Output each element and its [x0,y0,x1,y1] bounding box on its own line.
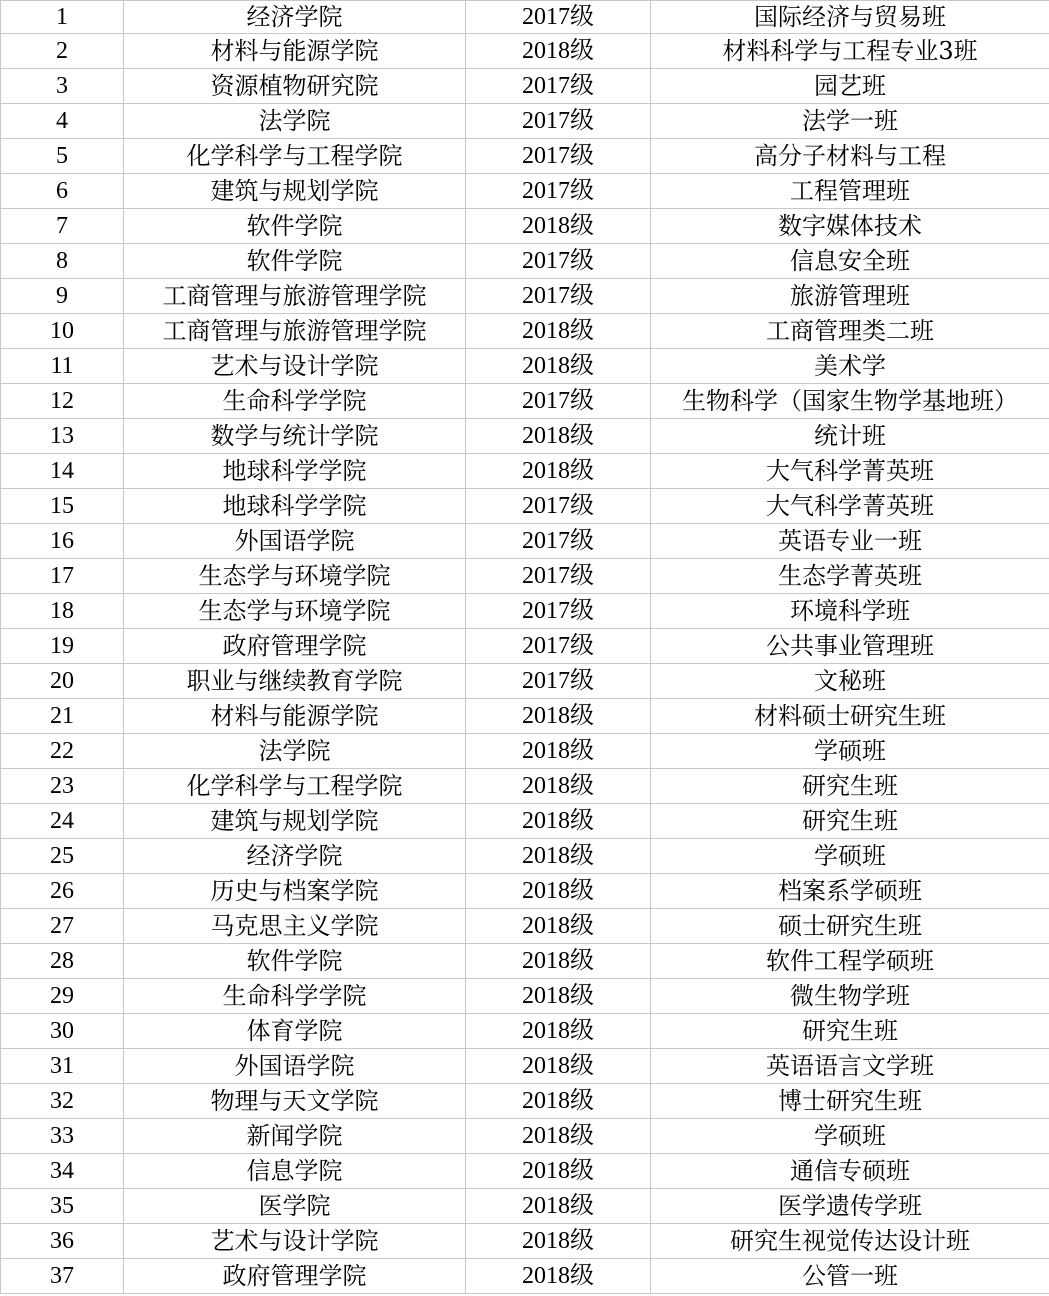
row-number-cell: 36 [1,1224,124,1259]
class-name-cell: 通信专硕班 [651,1154,1049,1189]
college-cell: 生命科学学院 [124,979,466,1014]
row-number-cell: 30 [1,1014,124,1049]
row-number-cell: 16 [1,524,124,559]
row-number-cell: 23 [1,769,124,804]
college-cell: 建筑与规划学院 [124,804,466,839]
table-row [1,1259,1049,1294]
row-number-cell: 29 [1,979,124,1014]
class-name-cell: 环境科学班 [651,594,1049,629]
college-cell: 生态学与环境学院 [124,594,466,629]
class-name-cell: 档案系学硕班 [651,874,1049,909]
table-row [1,979,1049,1014]
grade-cell: 2017级 [466,104,651,139]
row-number-cell: 2 [1,34,124,69]
table-row [1,909,1049,944]
class-name-cell: 英语语言文学班 [651,1049,1049,1084]
class-name-cell: 美术学 [651,349,1049,384]
grade-cell: 2017级 [466,244,651,279]
grade-cell: 2017级 [466,559,651,594]
row-number-cell: 7 [1,209,124,244]
row-number-cell: 8 [1,244,124,279]
row-number-cell: 15 [1,489,124,524]
college-cell: 生态学与环境学院 [124,559,466,594]
row-number-cell: 26 [1,874,124,909]
table-row [1,699,1049,734]
row-number-cell: 35 [1,1189,124,1224]
college-cell: 软件学院 [124,944,466,979]
row-number-cell: 28 [1,944,124,979]
college-cell: 历史与档案学院 [124,874,466,909]
class-name-cell: 工程管理班 [651,174,1049,209]
class-name-cell: 学硕班 [651,839,1049,874]
college-cell: 工商管理与旅游管理学院 [124,279,466,314]
grade-cell: 2018级 [466,349,651,384]
grade-cell: 2017级 [466,664,651,699]
table-row [1,874,1049,909]
table-body [1,1,1049,1294]
class-name-cell: 大气科学菁英班 [651,489,1049,524]
grade-cell: 2018级 [466,454,651,489]
row-number-cell: 4 [1,104,124,139]
college-cell: 数学与统计学院 [124,419,466,454]
table-row [1,454,1049,489]
row-number-cell: 20 [1,664,124,699]
grade-cell: 2017级 [466,489,651,524]
table-row [1,419,1049,454]
class-name-cell: 英语专业一班 [651,524,1049,559]
table-row [1,664,1049,699]
row-number-cell: 3 [1,69,124,104]
class-name-cell: 生态学菁英班 [651,559,1049,594]
college-cell: 工商管理与旅游管理学院 [124,314,466,349]
table-row [1,314,1049,349]
college-cell: 艺术与设计学院 [124,349,466,384]
grade-cell: 2018级 [466,1014,651,1049]
college-cell: 法学院 [124,734,466,769]
class-name-cell: 信息安全班 [651,244,1049,279]
college-cell: 艺术与设计学院 [124,1224,466,1259]
class-name-cell: 学硕班 [651,1119,1049,1154]
row-number-cell: 21 [1,699,124,734]
college-cell: 化学科学与工程学院 [124,769,466,804]
row-number-cell: 13 [1,419,124,454]
class-name-cell: 研究生班 [651,769,1049,804]
grade-cell: 2018级 [466,944,651,979]
row-number-cell: 6 [1,174,124,209]
table-row [1,209,1049,244]
class-name-cell: 统计班 [651,419,1049,454]
row-number-cell: 33 [1,1119,124,1154]
row-number-cell: 27 [1,909,124,944]
grade-cell: 2017级 [466,594,651,629]
grade-cell: 2018级 [466,1224,651,1259]
class-name-cell: 生物科学（国家生物学基地班） [651,384,1049,419]
table-row [1,559,1049,594]
table-row [1,944,1049,979]
grade-cell: 2018级 [466,769,651,804]
table-row [1,69,1049,104]
row-number-cell: 34 [1,1154,124,1189]
class-name-cell: 研究生班 [651,804,1049,839]
row-number-cell: 1 [1,1,124,34]
table-row [1,244,1049,279]
row-number-cell: 31 [1,1049,124,1084]
college-cell: 信息学院 [124,1154,466,1189]
row-number-cell: 10 [1,314,124,349]
table-row [1,384,1049,419]
class-name-cell: 园艺班 [651,69,1049,104]
college-cell: 材料与能源学院 [124,34,466,69]
college-cell: 软件学院 [124,244,466,279]
grade-cell: 2018级 [466,979,651,1014]
class-name-cell: 软件工程学硕班 [651,944,1049,979]
class-name-cell: 学硕班 [651,734,1049,769]
grade-cell: 2018级 [466,804,651,839]
table-row [1,524,1049,559]
college-cell: 经济学院 [124,1,466,34]
grade-cell: 2018级 [466,1154,651,1189]
row-number-cell: 22 [1,734,124,769]
class-name-cell: 材料硕士研究生班 [651,699,1049,734]
table-row [1,839,1049,874]
college-cell: 外国语学院 [124,1049,466,1084]
table-row [1,1014,1049,1049]
college-cell: 建筑与规划学院 [124,174,466,209]
class-name-cell: 公共事业管理班 [651,629,1049,664]
college-cell: 资源植物研究院 [124,69,466,104]
table-row [1,804,1049,839]
table-row [1,1,1049,34]
class-name-cell: 研究生视觉传达设计班 [651,1224,1049,1259]
row-number-cell: 9 [1,279,124,314]
table-row [1,349,1049,384]
grade-cell: 2017级 [466,1,651,34]
grade-cell: 2018级 [466,314,651,349]
college-cell: 职业与继续教育学院 [124,664,466,699]
row-number-cell: 24 [1,804,124,839]
table-row [1,1189,1049,1224]
grade-cell: 2017级 [466,174,651,209]
row-number-cell: 19 [1,629,124,664]
table-row [1,1119,1049,1154]
grade-cell: 2018级 [466,209,651,244]
class-name-cell: 微生物学班 [651,979,1049,1014]
grade-cell: 2018级 [466,909,651,944]
college-cell: 政府管理学院 [124,1259,466,1294]
grade-cell: 2017级 [466,384,651,419]
row-number-cell: 12 [1,384,124,419]
row-number-cell: 17 [1,559,124,594]
table-row [1,139,1049,174]
college-cell: 软件学院 [124,209,466,244]
row-number-cell: 14 [1,454,124,489]
table-row [1,279,1049,314]
grade-cell: 2018级 [466,734,651,769]
grade-cell: 2018级 [466,699,651,734]
college-cell: 法学院 [124,104,466,139]
class-name-cell: 工商管理类二班 [651,314,1049,349]
class-name-cell: 大气科学菁英班 [651,454,1049,489]
grade-cell: 2017级 [466,629,651,664]
grade-cell: 2018级 [466,839,651,874]
row-number-cell: 37 [1,1259,124,1294]
table-row [1,174,1049,209]
table-row [1,629,1049,664]
college-cell: 地球科学学院 [124,489,466,524]
college-cell: 物理与天文学院 [124,1084,466,1119]
class-name-cell: 数字媒体技术 [651,209,1049,244]
table-row [1,734,1049,769]
grade-cell: 2018级 [466,1119,651,1154]
table-row [1,1084,1049,1119]
college-cell: 经济学院 [124,839,466,874]
college-cell: 政府管理学院 [124,629,466,664]
grade-cell: 2017级 [466,69,651,104]
row-number-cell: 5 [1,139,124,174]
table-row [1,34,1049,69]
college-cell: 地球科学学院 [124,454,466,489]
class-name-cell: 材料科学与工程专业3班 [651,34,1049,69]
table-row [1,1224,1049,1259]
class-name-cell: 硕士研究生班 [651,909,1049,944]
row-number-cell: 25 [1,839,124,874]
class-name-cell: 高分子材料与工程 [651,139,1049,174]
class-name-cell: 公管一班 [651,1259,1049,1294]
class-name-cell: 研究生班 [651,1014,1049,1049]
table-row [1,1049,1049,1084]
table-row [1,104,1049,139]
row-number-cell: 18 [1,594,124,629]
row-number-cell: 32 [1,1084,124,1119]
college-cell: 外国语学院 [124,524,466,559]
college-cell: 体育学院 [124,1014,466,1049]
table-row [1,594,1049,629]
row-number-cell: 11 [1,349,124,384]
grade-cell: 2018级 [466,34,651,69]
grade-cell: 2018级 [466,1084,651,1119]
table-row [1,1154,1049,1189]
grade-cell: 2017级 [466,279,651,314]
grade-cell: 2017级 [466,139,651,174]
college-cell: 生命科学学院 [124,384,466,419]
college-cell: 化学科学与工程学院 [124,139,466,174]
college-cell: 医学院 [124,1189,466,1224]
class-name-cell: 医学遗传学班 [651,1189,1049,1224]
grade-cell: 2018级 [466,1259,651,1294]
table-row [1,489,1049,524]
grade-cell: 2018级 [466,419,651,454]
class-name-cell: 文秘班 [651,664,1049,699]
class-name-cell: 法学一班 [651,104,1049,139]
college-cell: 新闻学院 [124,1119,466,1154]
class-name-cell: 博士研究生班 [651,1084,1049,1119]
college-cell: 马克思主义学院 [124,909,466,944]
class-name-cell: 国际经济与贸易班 [651,1,1049,34]
grade-cell: 2018级 [466,1189,651,1224]
grade-cell: 2018级 [466,1049,651,1084]
college-cell: 材料与能源学院 [124,699,466,734]
class-name-cell: 旅游管理班 [651,279,1049,314]
table-row [1,769,1049,804]
grade-cell: 2018级 [466,874,651,909]
grade-cell: 2017级 [466,524,651,559]
